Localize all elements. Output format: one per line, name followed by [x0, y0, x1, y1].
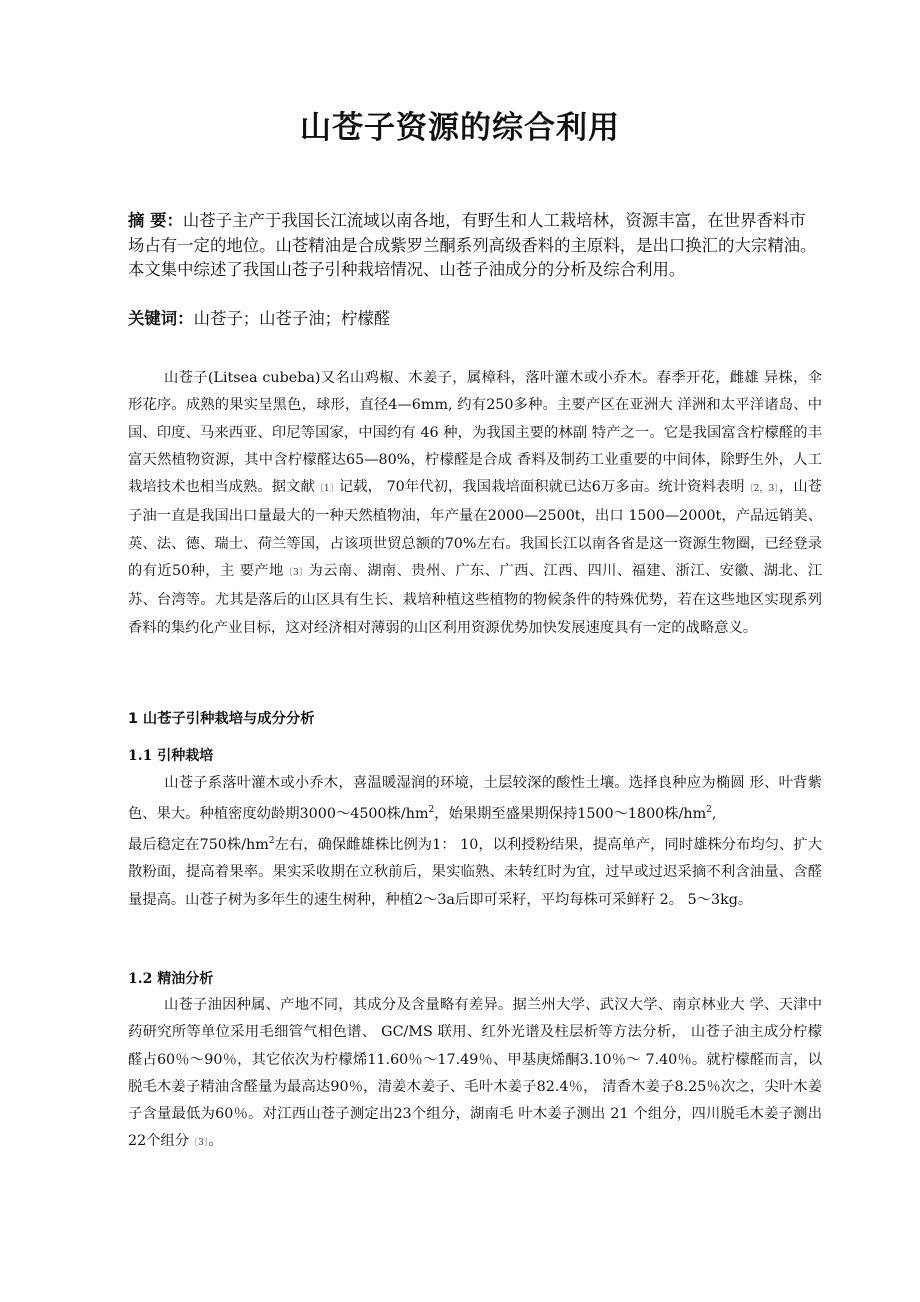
abstract-label: 摘 要：: [128, 211, 183, 230]
citation-ref: 〔3〕: [283, 568, 309, 579]
citation-ref: 〔2，3〕: [744, 484, 779, 495]
intro-text-1: 山苍子(Litsea cubeba)又名山鸡椒、木姜子，属樟科，落叶灌木或小乔木。春季开花，雌雄 异株，伞形花序。成熟的果实呈黑色，球形，直径4—6mm, 约有250多种。主要产区在亚洲大 洋洲和太平洋诸岛、中国、印度、马来西亚、印尼等国家，中国约有 46 种，为我国主要的林副 特产之一。它是我国富含柠檬醛的丰富天然植物资源，其中含柠檬醛达65—80%，柠檬醛是合成 香料及制药工业重要的中间体，除野生外，人工栽培技术也相当成熟。据文献: [128, 370, 822, 496]
keywords: [128, 307, 818, 332]
cultivation-text-5: 左右，确保雌雄株比例为1： 10，以利授粉结果，提高单产，同时雄株分布均匀、扩大散粉面，提高着果率。果实采收期在立秋前后，果实临熟、未转红时为宜，过早或过迟采摘不利含油量、含醛量提高。山苍子树为多年生的速生树种，种植2～3a后即可采籽，平均每株可采鲜籽 2。 5～3kg。: [128, 837, 822, 908]
oil-analysis-text-1: 山苍子油因种属、产地不同，其成分及含量略有差异。据兰州大学、武汉大学、南京林业大 学、天津中药研究所等单位采用毛细管气相色谱、 GC/MS 联用、红外光谱及柱层析等方法分析， 山苍子油主成分柠檬醛占60％～90％，其它依次为柠檬烯11.60％～17.49％、甲基庚烯酮3.10％～ 7.40％。就柠檬醛而言，以脱毛木姜子精油含醛量为最高达90％，清姜木姜子、毛叶木姜子82.4％， 清香木姜子8.25％次之，尖叶木姜子含量最低为60％。对江西山苍子测定出23个组分，湖南毛 叶木姜子测出 21 个组分，四川脱毛木姜子测出22个组分: [128, 997, 822, 1150]
citation-ref: 〔3〕: [189, 1138, 209, 1149]
intro-text-4: 为云南、湖南、贵州、广东、广西、江西、四川、福建、浙江、安徽、湖北、江苏、台湾等。尤其是落后的山区具有生长、栽培种植这些植物的物候条件的特殊优势，若在这些地区实现系列香料的集约化产业目标，这对经济相对薄弱的山区利用资源优势加快发展速度具有一定的战略意义。: [128, 563, 822, 636]
keywords-text: 山苍子；山苍子油；柠檬醛: [193, 309, 391, 328]
subsection-heading: 1.1 引种栽培: [128, 748, 214, 764]
oil-analysis-paragraph: [128, 992, 822, 1158]
intro-text-3: ，山苍子油一直是我国出口量最大的一种天然植物油，年产量在2000—2500t，出口 1500—2000t，产品远销美、英、法、德、瑞士、荷兰等国，占该项世贸总额的70%左右。我国长江以南各省是这一资源生物圈，已经登录的有近50种，主 要产地: [128, 479, 822, 580]
superscript: 2: [706, 805, 712, 816]
cultivation-text-2: ，始果期至盛果期保持1500～1800株/hm: [434, 806, 707, 823]
citation-ref: 〔1〕: [314, 484, 339, 495]
superscript: 2: [268, 836, 275, 847]
abstract: [128, 209, 818, 283]
cultivation-text-4: 最后稳定在750株/hm: [128, 837, 269, 854]
oil-analysis-text-2: 。: [208, 1133, 223, 1150]
intro-paragraph: [128, 365, 822, 642]
section-heading: 1 山苍子引种栽培与成分分析: [128, 711, 315, 727]
subsection-heading: 1.2 精油分析: [128, 971, 214, 987]
abstract-text: 山苍子主产于我国长江流域以南各地，有野生和人工栽培林，资源丰富，在世界香料市场占有一定的地位。山苍精油是合成紫罗兰酮系列高级香料的主原料，是出口换汇的大宗精油。本文集中综述了我国山苍子引种栽培情况、山苍子油成分的分析及综合利用。: [128, 211, 817, 279]
document-title: 山苍子资源的综合利用: [300, 110, 620, 146]
cultivation-text-1: 山苍子系落叶灌木或小乔木，喜温暖湿润的环境，土层较深的酸性土壤。选择良种应为椭圆 形、叶背紫色、果大。种植密度幼龄期3000～4500株/hm: [128, 775, 822, 823]
cultivation-paragraph: [128, 770, 822, 914]
intro-text-2: 记载， 70年代初，我国栽培面积就已达6万多亩。统计资料表明: [338, 479, 745, 496]
keywords-label: 关键词：: [128, 309, 194, 328]
cultivation-text-3: ,: [711, 806, 717, 823]
superscript: 2: [428, 805, 435, 816]
